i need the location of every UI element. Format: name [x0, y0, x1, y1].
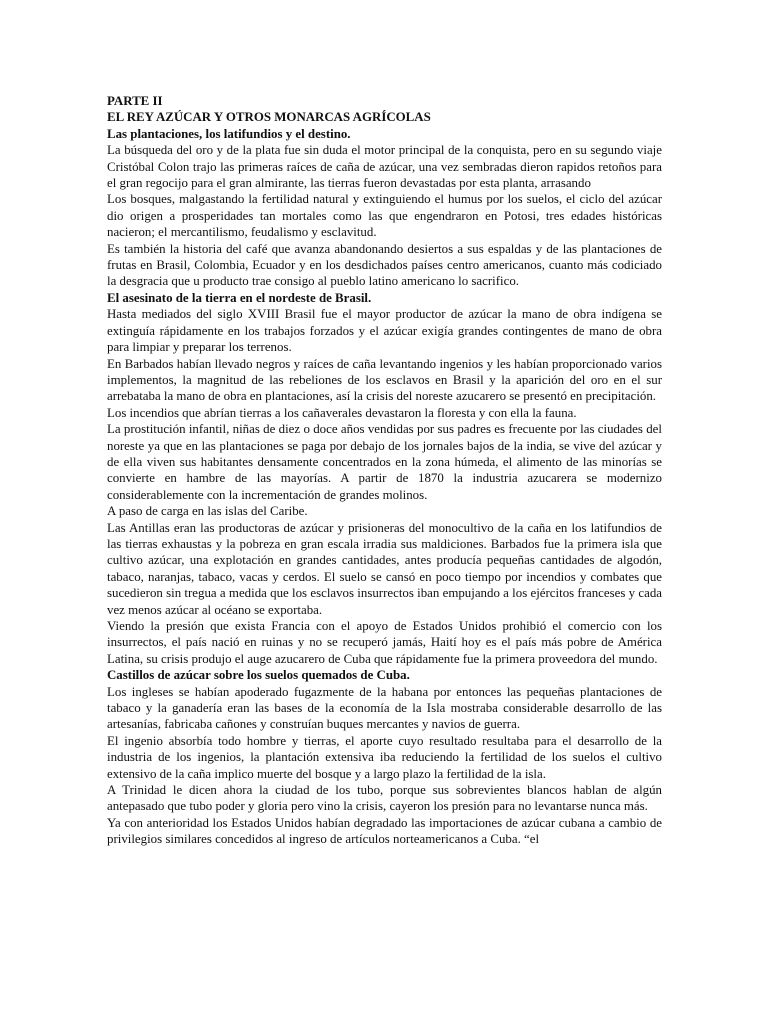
paragraph: Los bosques, malgastando la fertilidad natural y extinguiendo el humus por los suelos, el ciclo del azúcar dio origen a prosperidades tan mortales como las que engendraron en Potosi, tres edades históricas nacieron; el mercantilismo, feudalismo y esclavitud. [107, 192, 662, 240]
paragraph: Hasta mediados del siglo XVIII Brasil fue el mayor productor de azúcar la mano de obra indígena se extinguía rápidamente en los trabajos forzados y el azúcar exigía grandes contingentes de mano de obra para limpiar y preparar los terrenos. [107, 307, 662, 355]
paragraph: Los ingleses se habían apoderado fugazmente de la habana por entonces las pequeñas plantaciones de tabaco y la ganadería eran las bases de la economía de la Isla mostraba considerable desarrollo de las artesanías, fabricaba cañones y construían buques mercantes y navios de guerra. [107, 684, 662, 732]
paragraph: La prostitución infantil, niñas de diez o doce años vendidas por sus padres es frecuente por las ciudades del noreste ya que en las plantaciones se paga por debajo de los jornales bajos de la india, se vive del azúcar y de ella viven sus habitantes densamente concentrados en la zona húmeda, el alimento de las minorías se convierte en hambre de las mayorías. A partir de 1870 la industria azucarera se modernizo considerablemente con la incrementación de grandes molinos. [107, 422, 662, 502]
paragraph: Viendo la presión que exista Francia con el apoyo de Estados Unidos prohibió el comercio con los insurrectos, el país nació en ruinas y no se recuperó jamás, Haití hoy es el país más pobre de América Latina, su crisis produjo el auge azucarero de Cuba que rápidamente fue la primera proveedora del mundo. [107, 619, 662, 666]
paragraph: A Trinidad le dicen ahora la ciudad de los tubo, porque sus sobrevientes blancos hablan de algún antepasado que tubo poder y gloria pero vino la crisis, cayeron los presión para no levantarse nunca más. [107, 783, 662, 814]
paragraph: El ingenio absorbía todo hombre y tierras, el aporte cuyo resultado resultaba para el desarrollo de la industria de los ingenios, la plantación extensiva iba reduciendo la fertilidad de los suelos el cultivo extensivo de la caña implico muerte del bosque y a largo plazo la fertilidad de la isla. [107, 733, 662, 781]
paragraph: La búsqueda del oro y de la plata fue sin duda el motor principal de la conquista, pero en su segundo viaje Cristóbal Colon trajo las primeras raíces de caña de azúcar, una vez sembradas dieron rapidos retoños para el gran regocijo para el gran almirante, las tierras fueron devastadas por esta planta, arrasando [107, 143, 662, 191]
part-label: PARTE II [107, 94, 163, 108]
section-heading: Castillos de azúcar sobre los suelos quemados de Cuba. [107, 668, 410, 683]
section-heading: Las plantaciones, los latifundios y el destino. [107, 126, 351, 141]
document-page [107, 93, 662, 848]
paragraph: Es también la historia del café que avanza abandonando desiertos a sus espaldas y de las plantaciones de frutas en Brasil, Colombia, Ecuador y en los desdichados países centro americanos, cuanto más codiciado la desgracia que u producto trae consigo al pueblo latino americano lo sacrifico. [107, 241, 662, 289]
paragraph: Ya con anterioridad los Estados Unidos habían degradado las importaciones de azúcar cubana a cambio de privilegios similares concedidos al ingreso de artículos norteamericanos a Cuba. “el [107, 815, 662, 847]
paragraph: En Barbados habían llevado negros y raíces de caña levantando ingenios y les habían proporcionado varios implementos, la magnitud de las rebeliones de los esclavos en Brasil y la aparición del oro en el sur arrebataba la mano de obra en plantaciones, así la crisis del noreste azucarero se presentó en precipitación. [107, 356, 662, 404]
document-body [107, 126, 662, 848]
paragraph: A paso de carga en las islas del Caribe. [107, 504, 308, 519]
part-title: EL REY AZÚCAR Y OTROS MONARCAS AGRÍCOLAS [107, 110, 431, 125]
paragraph: Los incendios que abrían tierras a los cañaverales devastaron la floresta y con ella la fauna. [107, 405, 577, 420]
section-heading: El asesinato de la tierra en el nordeste de Brasil. [107, 290, 372, 305]
paragraph: Las Antillas eran las productoras de azúcar y prisioneras del monocultivo de la caña en los latifundios de las tierras exhaustas y la pobreza en gran escala irradia sus maldiciones. Barbados fue la primera isla que cultivo azúcar, una explotación en grandes cantidades, antes producía pequeñas cantidades de algodón, tabaco, naranjas, tabaco, vacas y cerdos. El suelo se cansó en poco tiempo por incendios y combates que sucedieron sin tregua a medida que los esclavos insurrectos iban empujando a los ejércitos franceses y cada vez menos azúcar al océano se exportaba. [107, 520, 662, 617]
